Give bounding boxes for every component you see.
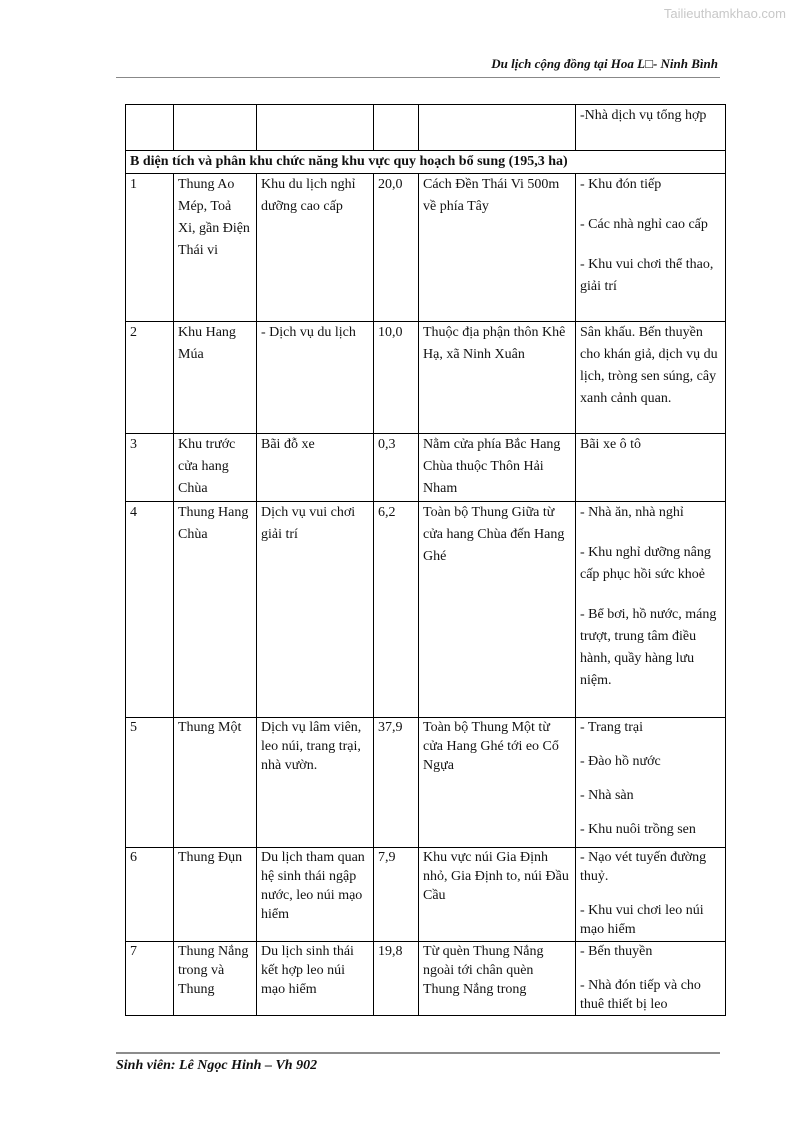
cell-function: Bãi đỗ xe <box>257 434 374 502</box>
zoning-table <box>125 104 726 1016</box>
table-row <box>126 434 726 502</box>
cell-location: Toàn bộ Thung Một từ cửa Hang Ghé tới eo Cổ Ngựa <box>419 718 576 848</box>
section-title: B diện tích và phân khu chức năng khu vực quy hoạch bổ sung (195,3 ha) <box>126 151 726 174</box>
table-row <box>126 718 726 848</box>
cell-place: Khu trước cửa hang Chùa <box>174 434 257 502</box>
item-text: Bãi xe ô tô <box>580 437 642 452</box>
cell-function: Dịch vụ lâm viên, leo núi, trang trại, nhà vườn. <box>257 718 374 848</box>
cell-area: 19,8 <box>374 942 419 1016</box>
item-text: - Nhà đón tiếp và cho thuê thiết bị leo <box>580 978 701 1012</box>
item-text: - Nạo vét tuyến đường thuỷ. <box>580 850 707 884</box>
item-text: - Bể bơi, hồ nước, máng trượt, trung tâm điều hành, quầy hàng lưu niệm. <box>580 607 717 688</box>
cell-items <box>576 174 726 322</box>
item-text: Sân khấu. Bến thuyền cho khán giả, dịch vụ du lịch, tròng sen súng, cây xanh cảnh quan. <box>580 325 718 406</box>
cell-no: 5 <box>126 718 174 848</box>
cell-place: Thung Ao Mép, Toả Xi, gần Điện Thái vi <box>174 174 257 322</box>
cell-no: 7 <box>126 942 174 1016</box>
item-text: - Trang trại <box>580 720 643 735</box>
item-text: - Khu vui chơi leo núi mạo hiểm <box>580 903 704 937</box>
cell-area: 0,3 <box>374 434 419 502</box>
cell-no: 2 <box>126 322 174 434</box>
cell-items: -Nhà dịch vụ tổng hợp <box>576 105 726 151</box>
continued-row <box>126 105 726 151</box>
cell-items <box>576 942 726 1016</box>
item-text: - Nhà sàn <box>580 788 634 803</box>
cell-area: 6,2 <box>374 502 419 718</box>
cell-place <box>174 105 257 151</box>
cell-items <box>576 322 726 434</box>
cell-place: Thung Đụn <box>174 848 257 942</box>
cell-no: 3 <box>126 434 174 502</box>
section-row <box>126 151 726 174</box>
cell-function: Du lịch sinh thái kết hợp leo núi mạo hiểm <box>257 942 374 1016</box>
page-footer: Sinh viên: Lê Ngọc Hinh – Vh 902 <box>116 1058 318 1073</box>
cell-area: 20,0 <box>374 174 419 322</box>
cell-location: Từ quèn Thung Nắng ngoài tới chân quèn Thung Nắng trong <box>419 942 576 1016</box>
table-body <box>126 174 726 1016</box>
cell-place: Khu Hang Múa <box>174 322 257 434</box>
cell-area <box>374 105 419 151</box>
cell-no <box>126 105 174 151</box>
cell-area: 10,0 <box>374 322 419 434</box>
cell-location: Toàn bộ Thung Giữa từ cửa hang Chùa đến Hang Ghé <box>419 502 576 718</box>
cell-function: Khu du lịch nghỉ dưỡng cao cấp <box>257 174 374 322</box>
cell-items <box>576 502 726 718</box>
item-text: - Khu nghỉ dưỡng nâng cấp phục hồi sức khoẻ <box>580 545 711 582</box>
cell-location <box>419 105 576 151</box>
cell-function: Du lịch tham quan hệ sinh thái ngập nước, leo núi mạo hiểm <box>257 848 374 942</box>
footer-rule <box>116 1052 720 1054</box>
cell-items <box>576 848 726 942</box>
item-text: - Khu nuôi trồng sen <box>580 822 696 837</box>
watermark: Tailieuthamkhao.com <box>663 6 786 21</box>
item-text: - Khu vui chơi thể thao, giải trí <box>580 257 714 294</box>
cell-location: Thuộc địa phận thôn Khê Hạ, xã Ninh Xuân <box>419 322 576 434</box>
table-row <box>126 942 726 1016</box>
cell-place: Thung Hang Chùa <box>174 502 257 718</box>
cell-function <box>257 105 374 151</box>
page-header: Du lịch cộng đồng tại Hoa L□- Ninh Bình <box>491 56 718 71</box>
cell-function: - Dịch vụ du lịch <box>257 322 374 434</box>
cell-place: Thung Một <box>174 718 257 848</box>
item-text: - Các nhà nghỉ cao cấp <box>580 217 708 232</box>
cell-items <box>576 718 726 848</box>
cell-location: Cách Đền Thái Vi 500m về phía Tây <box>419 174 576 322</box>
table-row <box>126 502 726 718</box>
item-text: - Đào hồ nước <box>580 754 661 769</box>
cell-items <box>576 434 726 502</box>
item-text: - Khu đón tiếp <box>580 177 662 192</box>
cell-place: Thung Nắng trong và Thung <box>174 942 257 1016</box>
cell-location: Khu vực núi Gia Định nhỏ, Gia Định to, núi Đầu Cầu <box>419 848 576 942</box>
cell-function: Dịch vụ vui chơi giải trí <box>257 502 374 718</box>
item-text: - Bến thuyền <box>580 944 653 959</box>
table-row <box>126 174 726 322</box>
cell-no: 1 <box>126 174 174 322</box>
cell-area: 7,9 <box>374 848 419 942</box>
table-row <box>126 322 726 434</box>
cell-no: 4 <box>126 502 174 718</box>
item-text: - Nhà ăn, nhà nghỉ <box>580 505 684 520</box>
header-rule <box>116 77 720 78</box>
cell-area: 37,9 <box>374 718 419 848</box>
cell-no: 6 <box>126 848 174 942</box>
cell-location: Nằm cửa phía Bắc Hang Chùa thuộc Thôn Hải Nham <box>419 434 576 502</box>
table-row <box>126 848 726 942</box>
